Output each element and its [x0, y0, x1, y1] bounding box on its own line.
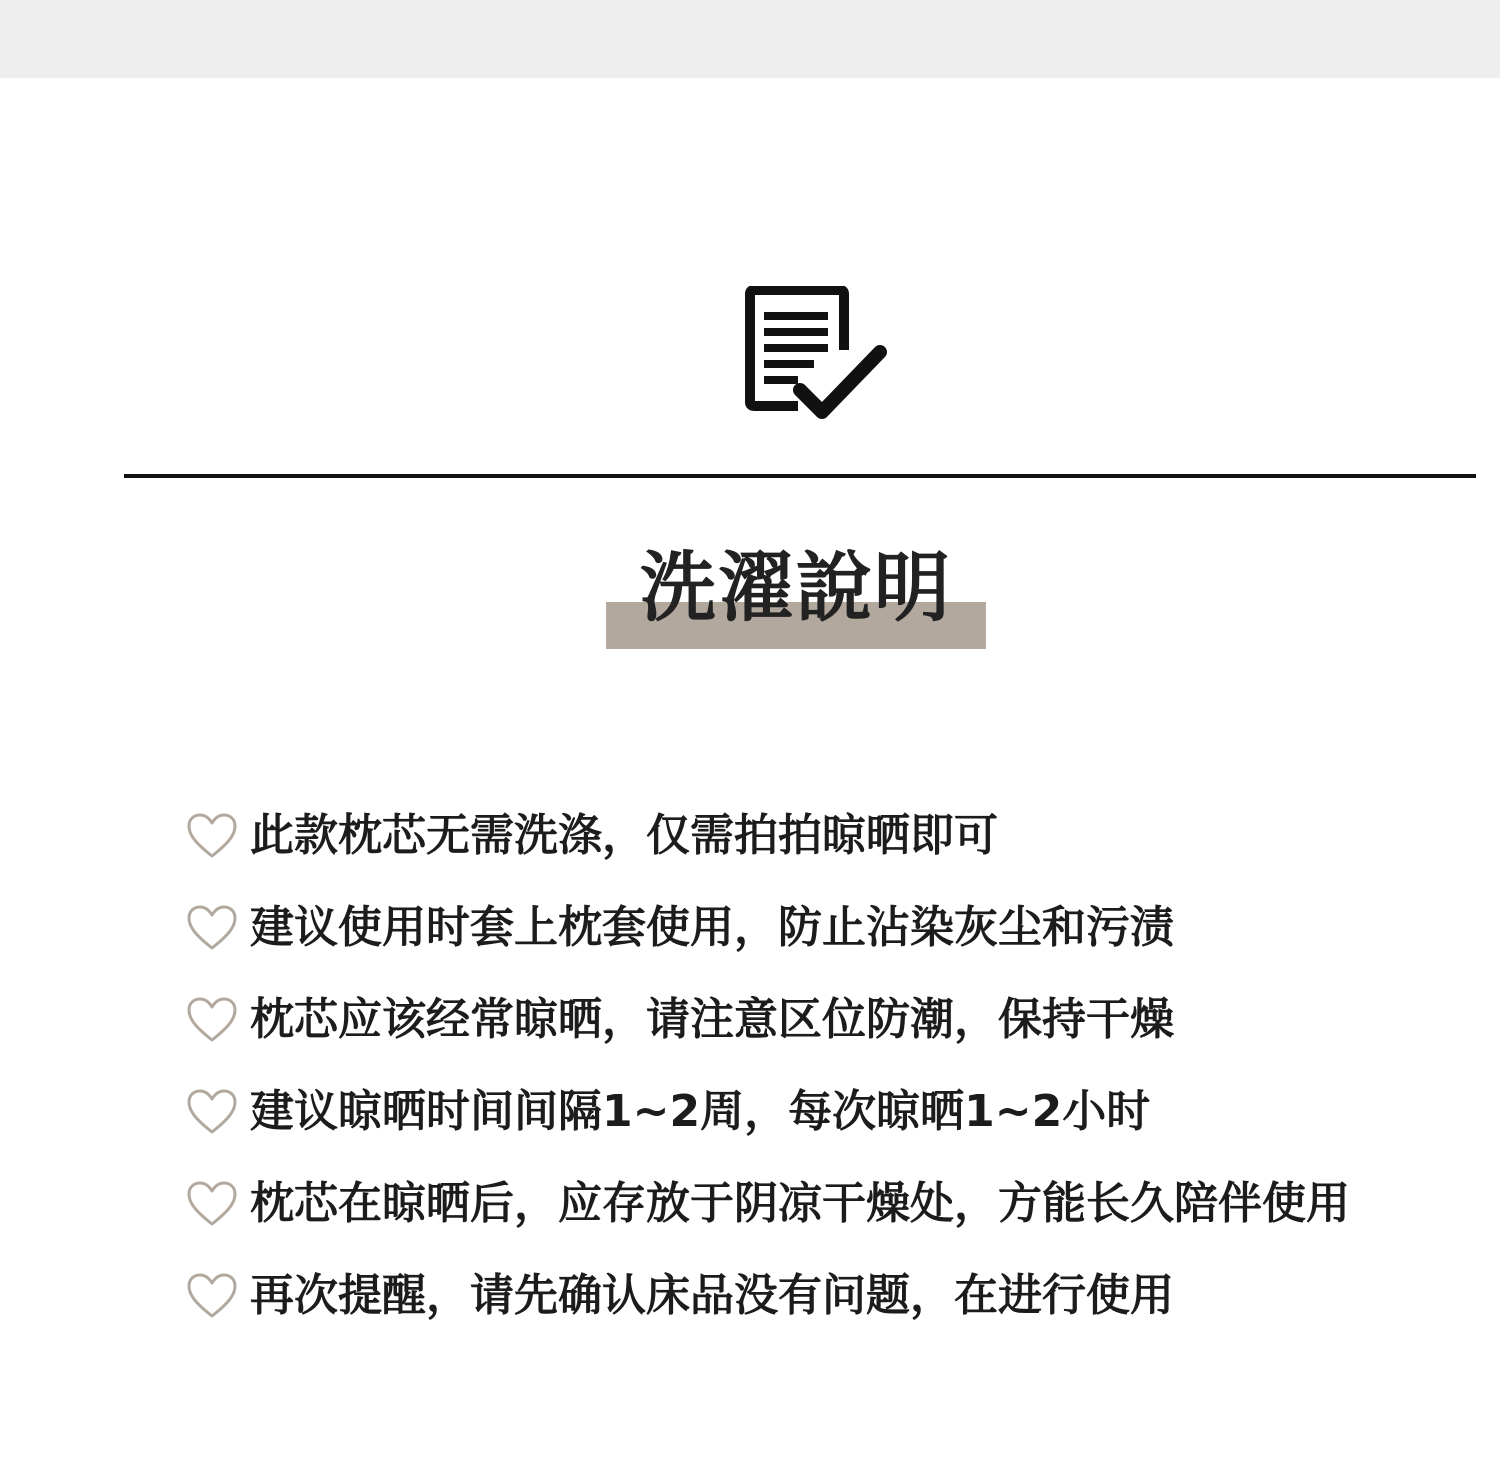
page-title: 洗濯說明	[640, 543, 952, 632]
list-item	[186, 974, 1476, 1066]
instruction-text: 枕芯在晾晒后，应存放于阴凉干燥处，方能长久陪伴使用	[250, 1178, 1350, 1229]
heart-outline-icon	[186, 812, 238, 860]
instruction-text: 再次提醒，请先确认床品没有问题，在进行使用	[250, 1270, 1174, 1321]
heart-outline-icon	[186, 1180, 238, 1228]
instruction-text: 建议使用时套上枕套使用，防止沾染灰尘和污渍	[250, 902, 1174, 953]
list-item	[186, 1066, 1476, 1158]
list-item	[186, 1250, 1476, 1342]
section-divider	[124, 474, 1476, 478]
heart-outline-icon	[186, 996, 238, 1044]
list-item	[186, 1158, 1476, 1250]
list-item	[186, 882, 1476, 974]
instruction-text: 枕芯应该经常晾晒，请注意区位防潮，保持干燥	[250, 994, 1174, 1045]
document-check-icon	[740, 286, 888, 426]
section-title	[606, 540, 986, 650]
list-item	[186, 790, 1476, 882]
heart-outline-icon	[186, 1272, 238, 1320]
instruction-text: 此款枕芯无需洗涤，仅需拍拍晾晒即可	[250, 810, 998, 861]
instruction-list	[186, 790, 1476, 1342]
top-band	[0, 0, 1500, 78]
heart-outline-icon	[186, 904, 238, 952]
heart-outline-icon	[186, 1088, 238, 1136]
instruction-text: 建议晾晒时间间隔1~2周，每次晾晒1~2小时	[250, 1086, 1151, 1137]
